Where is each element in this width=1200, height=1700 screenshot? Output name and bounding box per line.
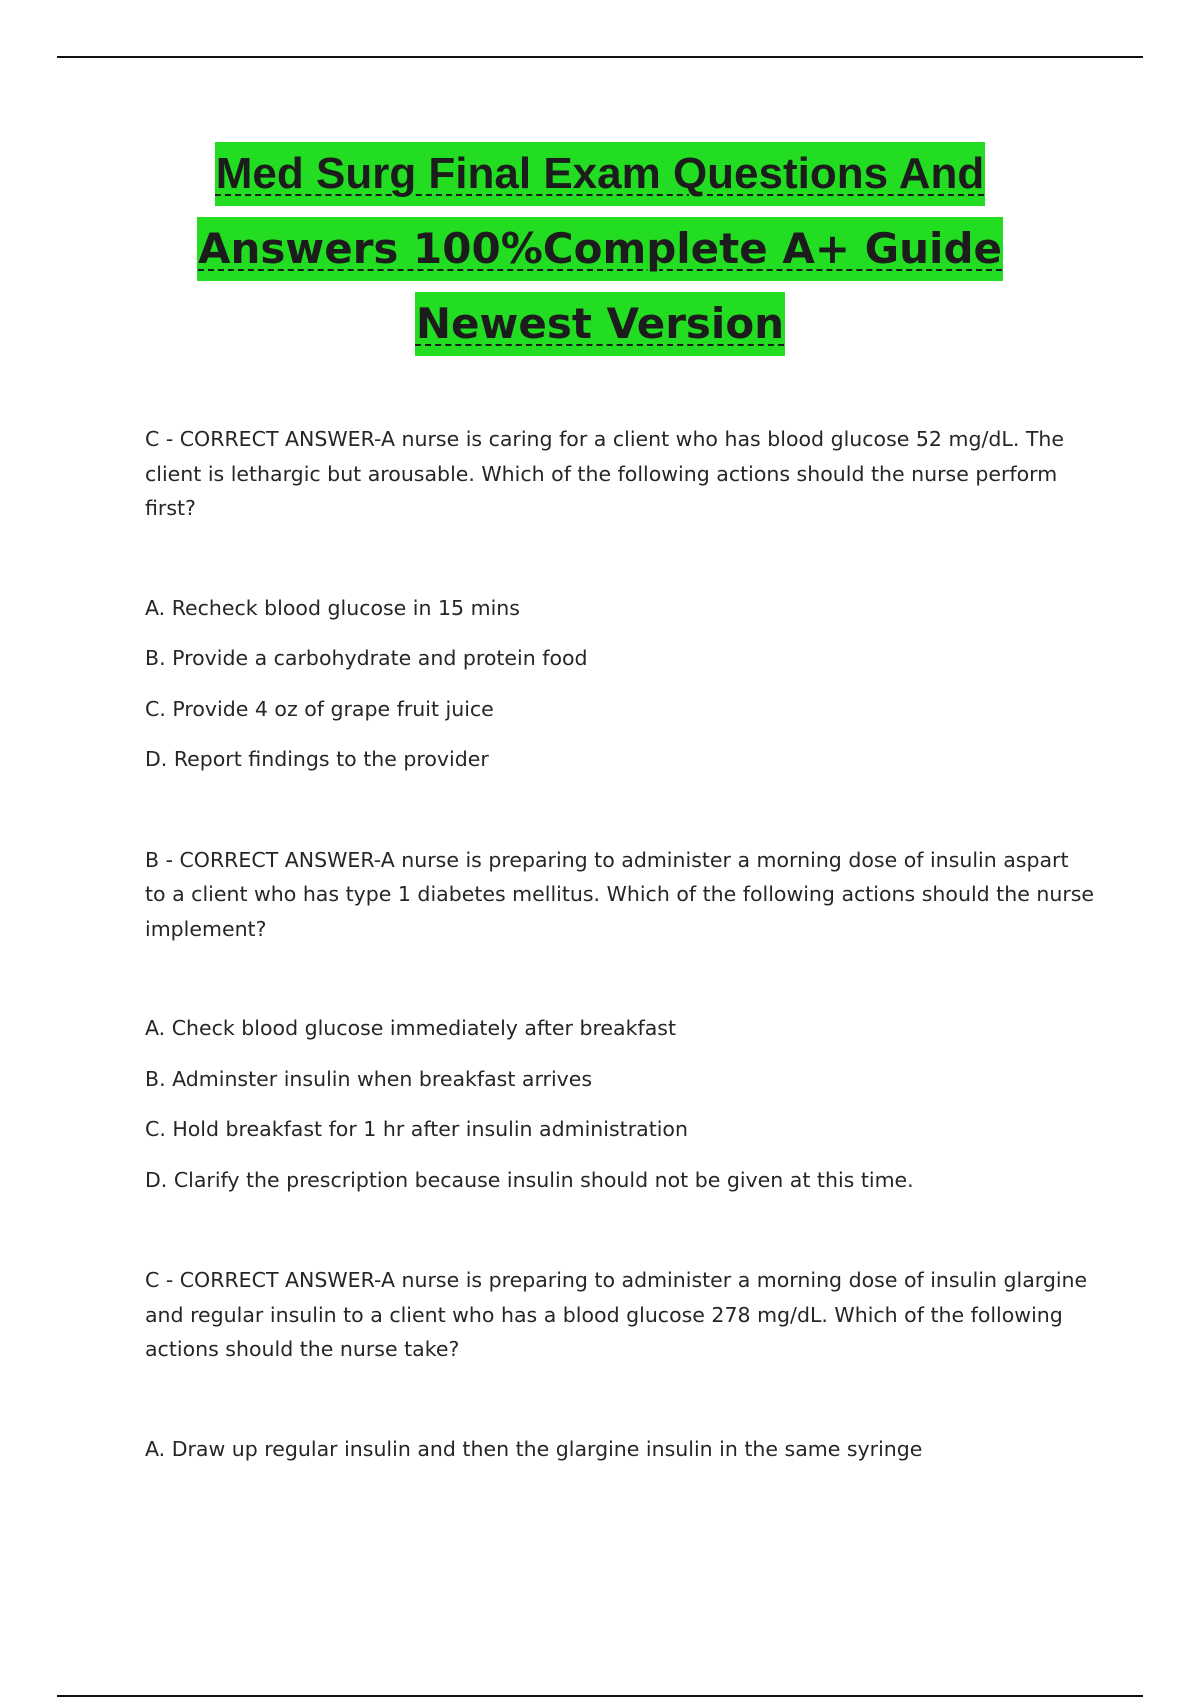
option-item: D. Report findings to the provider: [145, 747, 489, 771]
title-line-2: Answers 100%Complete A+ Guide: [0, 217, 1200, 292]
question-1-options: [145, 591, 1095, 777]
title-line-3: Newest Version: [0, 292, 1200, 367]
document-body: [145, 422, 1095, 1466]
option-item: A. Check blood glucose immediately after breakfast: [145, 1016, 676, 1040]
question-3: C - CORRECT ANSWER-A nurse is preparing to administer a morning dose of insulin glargine and regular insulin to a client who has a blood glucose 278 mg/dL. Which of the following actions should the nurse take?: [145, 1268, 1088, 1361]
option-item: B. Adminster insulin when breakfast arrives: [145, 1066, 593, 1091]
option-item: A. Draw up regular insulin and then the glargine insulin in the same syringe: [145, 1436, 923, 1461]
option-item: C. Hold breakfast for 1 hr after insulin administration: [145, 1117, 688, 1141]
question-3-options: [145, 1432, 1095, 1467]
option-item: A. Recheck blood glucose in 15 mins: [145, 595, 520, 620]
option-item: B. Provide a carbohydrate and protein food: [145, 646, 588, 670]
title-line-1: Med Surg Final Exam Questions And: [0, 142, 1200, 217]
option-item: D. Clarify the prescription because insulin should not be given at this time.: [145, 1167, 914, 1192]
top-rule: [57, 56, 1143, 58]
document-title: [0, 142, 1200, 367]
question-2-options: [145, 1011, 1095, 1197]
option-item: C. Provide 4 oz of grape fruit juice: [145, 696, 494, 721]
bottom-rule: [57, 1695, 1143, 1697]
question-2: B - CORRECT ANSWER-A nurse is preparing to administer a morning dose of insulin aspart to a client who has type 1 diabetes mellitus. Which of the following actions should the nurse implement?: [145, 847, 1095, 941]
question-1: C - CORRECT ANSWER-A nurse is caring for a client who has blood glucose 52 mg/dL. The client is lethargic but arousable. Which of the following actions should the nurse perform first?: [145, 427, 1064, 520]
